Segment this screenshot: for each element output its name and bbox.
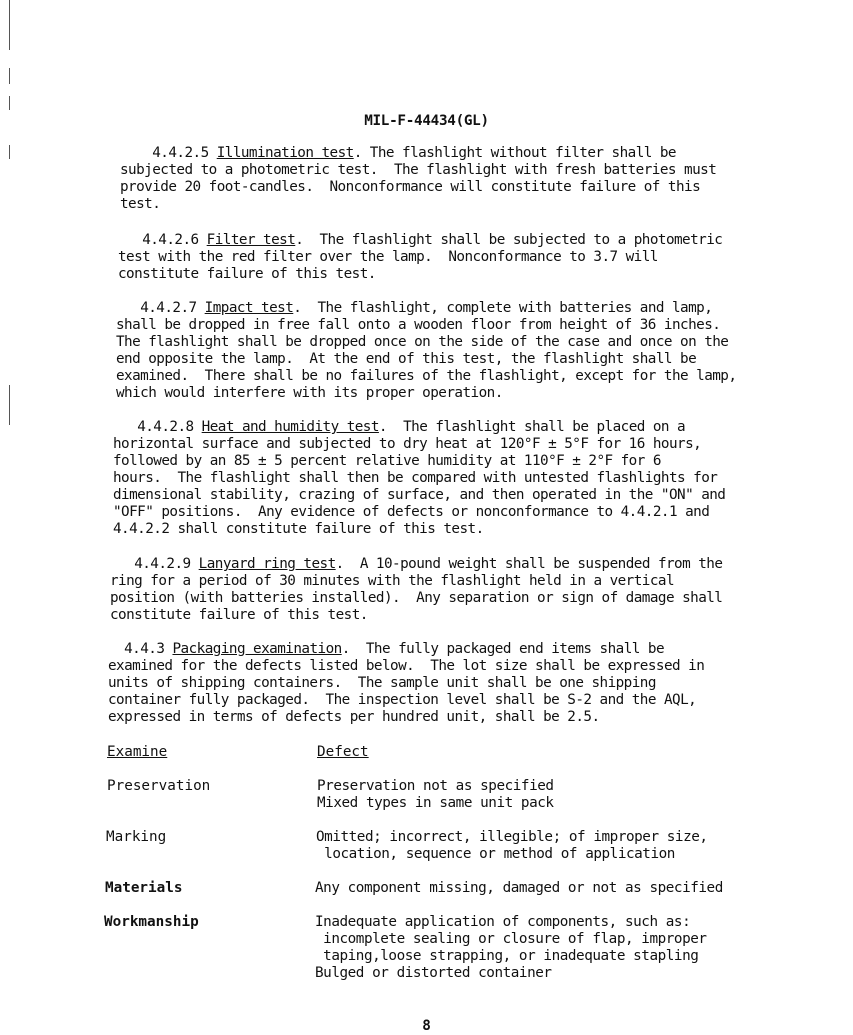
paragraph-number: 4.4.2.8 [137,419,194,435]
page-number: 8 [422,1018,431,1034]
table-row-label-preservation: Preservation [107,778,211,794]
paragraph-number: 4.4.2.7 [140,300,197,316]
paragraph-first-line: . The flashlight shall be placed on a [378,419,686,435]
paragraph-body: shall be dropped in free fall onto a wooden floor from height of 36 inches. The flashlight shall be dropped once on the side of the case and once on the end opposite the lamp. At the end of this test, the flashlight shall be examined. There shall be no failures of the flashlight, except for the lamp, which would interfere with its proper operation. [116,317,737,401]
paragraph-packaging-examination [108,641,808,726]
scan-edge-mark [9,0,10,50]
scan-edge-mark [9,68,10,84]
paragraph-title: Lanyard ring test [198,556,336,572]
paragraph-first-line: . The fully packaged end items shall be [341,641,665,657]
table-row-defect-marking: Omitted; incorrect, illegible; of improper size, location, sequence or method of application [316,829,708,862]
table-row-defect-preservation: Preservation not as specified Mixed types in same unit pack [317,778,554,811]
table-row-label-workmanship: Workmanship [104,914,199,930]
paragraph-title: Impact test [204,300,294,316]
paragraph-body: subjected to a photometric test. The flashlight with fresh batteries must provide 20 foot-candles. Nonconformance will constitute failure of this test. [120,162,717,212]
paragraph-title: Heat and humidity test [201,419,379,435]
paragraph-number: 4.4.3 [124,641,165,657]
paragraph-first-line: . A 10-pound weight shall be suspended from the [335,556,723,572]
document-header: MIL-F-44434(GL) [364,113,489,129]
scan-edge-mark [9,96,10,110]
table-row-label-marking: Marking [106,829,167,845]
paragraph-body: examined for the defects listed below. The lot size shall be expressed in units of shipping containers. The sample unit shall be one shipping container fully packaged. The inspection level shall be S-2 and the AQL, expressed in terms of defects per hundred unit, shall be 2.5. [108,658,705,725]
table-header-defect: Defect [317,744,369,760]
table-header-examine: Examine [107,744,168,760]
paragraph-title: Packaging examination [172,641,342,657]
paragraph-first-line: . The flashlight without filter shall be [353,145,676,161]
paragraph-heat-humidity-test [113,419,813,538]
paragraph-illumination-test [120,145,820,213]
paragraph-number: 4.4.2.6 [142,232,199,248]
table-row-defect-materials: Any component missing, damaged or not as specified [315,880,723,896]
table-row-defect-workmanship: Inadequate application of components, such as: incomplete sealing or closure of flap, improper taping,loose strapping, or inadequate stapling Bulged or distorted container [315,914,707,981]
paragraph-body: test with the red filter over the lamp. Nonconformance to 3.7 will constitute failure of this test. [118,249,658,282]
paragraph-title: Filter test [206,232,296,248]
paragraph-filter-test [118,232,818,283]
paragraph-number: 4.4.2.5 [152,145,209,161]
paragraph-impact-test [116,300,816,402]
paragraph-title: Illumination test [216,145,354,161]
paragraph-body: ring for a period of 30 minutes with the flashlight held in a vertical position (with batteries installed). Any separation or sign of damage shall constitute failure of this test. [110,573,723,623]
paragraph-first-line: . The flashlight shall be subjected to a photometric [295,232,723,248]
paragraph-body: horizontal surface and subjected to dry heat at 120°F ± 5°F for 16 hours, followed by an 85 ± 5 percent relative humidity at 110°F ± 2°F for 6 hours. The flashlight shall then be compared with untested flashlights for dimensional stability, crazing of surface, and then operated in the "ON" and "OFF" positions. Any evidence of defects or nonconformance to 4.4.2.1 and 4.4.2.2 shall constitute failure of this test. [113,436,726,537]
scan-edge-mark [9,385,10,425]
paragraph-first-line: . The flashlight, complete with batteries and lamp, [293,300,713,316]
scan-edge-mark [9,145,10,159]
paragraph-lanyard-ring-test [110,556,810,624]
paragraph-number: 4.4.2.9 [134,556,191,572]
table-row-label-materials: Materials [105,880,183,896]
